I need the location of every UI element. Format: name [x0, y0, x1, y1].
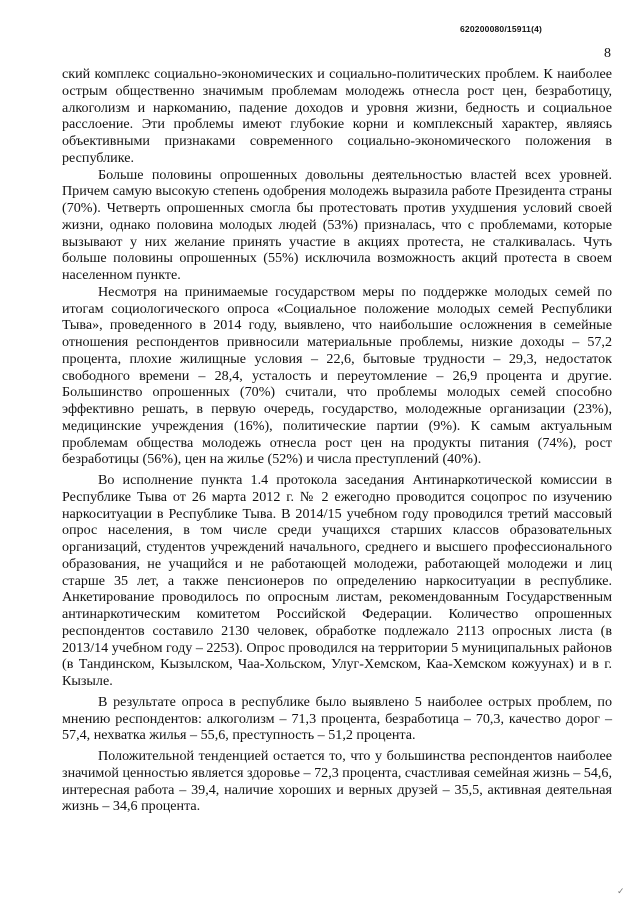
- document-body: [62, 66, 612, 815]
- page-number: 8: [604, 46, 611, 61]
- document-id: 620200080/15911(4): [460, 24, 543, 34]
- paragraph-values: Положительной тенденцией остается то, что у большинства респондентов наиболее значимой ценностью является здоровье – 72,3 процента, счастливая семейная жизнь – 54,6, интересная работа – 39,4, наличие хороших и верных друзей – 35,5, активная деятельная жизнь – 34,6 процента.: [62, 748, 612, 815]
- paragraph-drug-survey: Во исполнение пункта 1.4 протокола заседания Антинаркотической комиссии в Республике Тыва от 26 марта 2012 г. № 2 ежегодно проводится соцопрос по изучению наркоситуации в Республике Тыва. В 2014/15 учебном году проводился третий массовый опрос населения, в том числе среди учащихся старших классов образовательных организаций, студентов учреждений начального, среднего и высшего профессионального образования, не учащийся и не работающей молодежи, работающей молодежи и лиц старше 35 лет, а также пенсионеров по определению наркоситуации в республике. Анкетирование проводилось по опросным листам, рекомендованным Государственным антинаркотическим комитетом Российской Федерации. Количество опрошенных респондентов составило 2130 человек, обработке подлежало 2113 опросных листа (в 2013/14 учебном году – 2253). Опрос проводился на территории 5 муниципальных районов (в Тандинском, Кызылском, Чаа-Хольском, Улуг-Хемском, Каа-Хемском кожуунах) и в г. Кызыле.: [62, 472, 612, 689]
- paragraph-authorities-approval: Больше половины опрошенных довольны деятельностью властей всех уровней. Причем самую высокую степень одобрения молодежь выразила работе Президента страны (70%). Четверть опрошенных смогла бы протестовать против ухудшения условий своей жизни, однако половина молодых людей (53%) призналась, что с проблемами, которые вызывают у них желание принять участие в акциях протеста, не сталкивалась. Чуть больше половины опрошенных (55%) исключила возможность акций протеста в своем населенном пункте.: [62, 166, 612, 283]
- paragraph-acute-problems: В результате опроса в республике было выявлено 5 наиболее острых проблем, по мнению респондентов: алкоголизм – 71,3 процента, безработица – 70,3, качество дорог – 57,4, нехватка жилья – 55,6, преступность – 51,2 процента.: [62, 693, 612, 744]
- paragraph-young-families: Несмотря на принимаемые государством меры по поддержке молодых семей по итогам социологического опроса «Социальное положение молодых семей Республики Тыва», проведенного в 2014 году, выявлено, что наибольшие осложнения в семейные отношения респондентов привносили материальные проблемы, низкие доходы – 57,2 процента, плохие жилищные условия – 22,6, бытовые трудности – 29,3, недостаток свободного времени – 28,4, усталость и переутомление – 26,9 процента и другие. Большинство опрошенных (70%) считали, что проблемы молодых семей способно эффективно решать, в первую очередь, государство, молодежные организации (23%), медицинские учреждения (16%), политические партии (9%). К самым актуальным проблемам общества молодежь отнесла рост цен на продукты питания (74%), рост безработицы (56%), цен на жилье (52%) и числа преступлений (40%).: [62, 283, 612, 468]
- corner-check-mark: ✓: [617, 886, 625, 896]
- paragraph-continuation: ский комплекс социально-экономических и социально-политических проблем. К наиболее острым общественно значимым проблемам молодежь отнесла рост цен, безработицу, алкоголизм и наркоманию, падение доходов и уровня жизни, бедность и социальное расслоение. Эти проблемы имеют глубокие корни и комплексный характер, являясь объективными признаками современного социально-экономического положения в республике.: [62, 66, 612, 166]
